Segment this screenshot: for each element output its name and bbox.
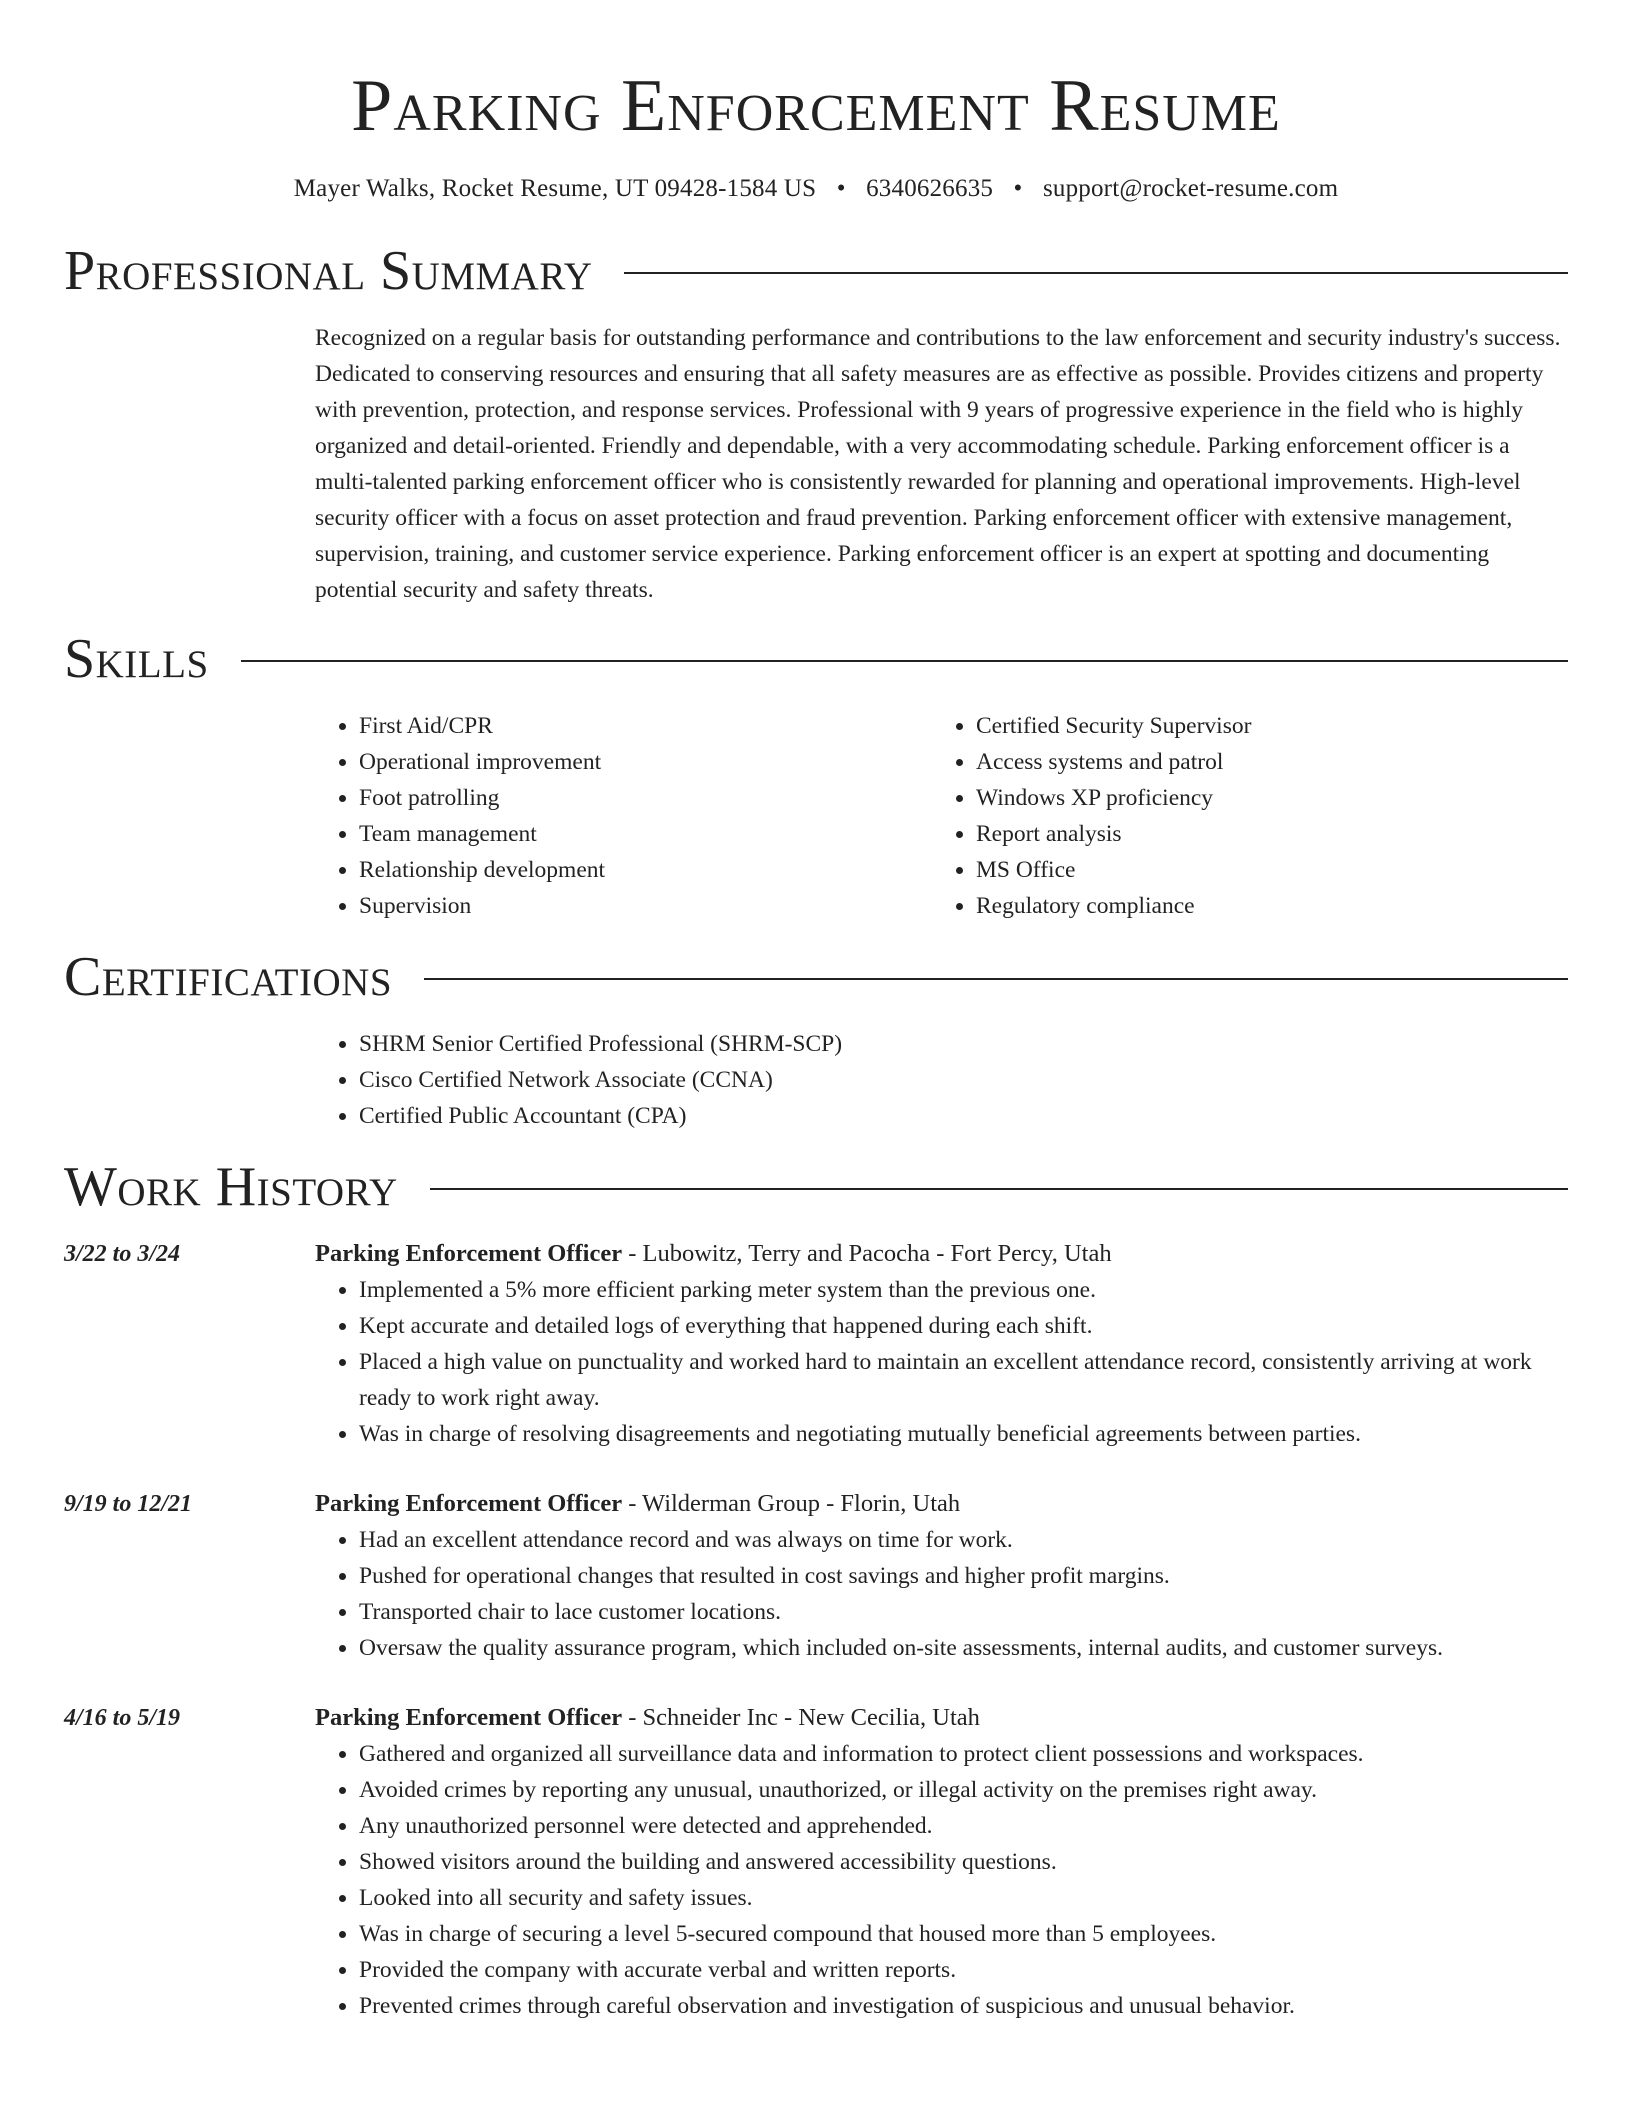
job-entry	[64, 1486, 1568, 1666]
contact-separator: •	[1013, 175, 1023, 202]
summary-section-header	[64, 236, 1568, 306]
job-bullet: • Was in charge of resolving disagreements and negotiating mutually beneficial agreements between parties.	[359, 1416, 1568, 1452]
skill-item: • Foot patrolling	[359, 780, 932, 816]
contact-line	[64, 172, 1568, 206]
contact-address: Mayer Walks, Rocket Resume, UT 09428-1584 US	[293, 175, 817, 202]
job-company-location: - Schneider Inc - New Cecilia, Utah	[622, 1704, 980, 1731]
certification-item: • Certified Public Accountant (CPA)	[359, 1098, 1568, 1134]
job-dates: 9/19 to 12/21	[64, 1491, 193, 1517]
job-dates: 4/16 to 5/19	[64, 1705, 181, 1731]
certifications-section-body	[315, 1026, 1568, 1134]
resume-title: Parking Enforcement Resume	[351, 65, 1281, 147]
job-bullet: • Was in charge of securing a level 5-secured compound that housed more than 5 employees.	[359, 1916, 1568, 1952]
section-divider	[430, 1188, 1568, 1190]
job-bullet: • Oversaw the quality assurance program, which included on-site assessments, internal audits, and customer surveys.	[359, 1630, 1568, 1666]
certifications-section-header	[64, 942, 1568, 1012]
skills-column-right	[932, 708, 1549, 924]
certifications-list	[315, 1026, 1568, 1134]
skill-item: • Relationship development	[359, 852, 932, 888]
job-role: Parking Enforcement Officer	[315, 1490, 623, 1517]
job-company-location: - Wilderman Group - Florin, Utah	[622, 1490, 961, 1517]
skills-list-right	[932, 708, 1549, 924]
certification-item: • SHRM Senior Certified Professional (SHRM-SCP)	[359, 1026, 1568, 1062]
job-bullet: • Showed visitors around the building and answered accessibility questions.	[359, 1844, 1568, 1880]
skill-item: • Team management	[359, 816, 932, 852]
summary-section-body	[315, 320, 1568, 608]
certifications-section-title: Certifications	[64, 946, 393, 1008]
job-company-location: - Lubowitz, Terry and Pacocha - Fort Percy, Utah	[622, 1240, 1112, 1267]
job-content	[315, 1700, 1568, 2024]
skill-item: • Certified Security Supervisor	[976, 708, 1549, 744]
skill-item: • Operational improvement	[359, 744, 932, 780]
skill-item: • Windows XP proficiency	[976, 780, 1549, 816]
job-bullet: • Prevented crimes through careful observation and investigation of suspicious and unusual behavior.	[359, 1988, 1568, 2024]
job-entry	[64, 1700, 1568, 2024]
skills-list-left	[315, 708, 932, 924]
job-role: Parking Enforcement Officer	[315, 1240, 623, 1267]
certification-item: • Cisco Certified Network Associate (CCNA)	[359, 1062, 1568, 1098]
job-bullet: • Avoided crimes by reporting any unusual, unauthorized, or illegal activity on the premises right away.	[359, 1772, 1568, 1808]
contact-phone: 6340626635	[866, 175, 994, 202]
job-heading	[315, 1236, 1568, 1272]
work-section-title: Work History	[64, 1156, 398, 1218]
job-dates: 3/22 to 3/24	[64, 1241, 181, 1267]
skill-item: • Supervision	[359, 888, 932, 924]
job-bullet: • Kept accurate and detailed logs of everything that happened during each shift.	[359, 1308, 1568, 1344]
skills-section-body	[315, 708, 1568, 924]
work-section-header	[64, 1152, 1568, 1222]
skill-item: • MS Office	[976, 852, 1549, 888]
section-divider	[624, 272, 1568, 274]
job-bullets	[315, 1522, 1568, 1666]
skill-item: • Access systems and patrol	[976, 744, 1549, 780]
contact-separator: •	[836, 175, 846, 202]
job-entry	[64, 1236, 1568, 1452]
skills-section-title: Skills	[64, 628, 209, 690]
job-role: Parking Enforcement Officer	[315, 1704, 623, 1731]
section-divider	[424, 978, 1568, 980]
job-bullet: • Had an excellent attendance record and was always on time for work.	[359, 1522, 1568, 1558]
job-bullet: • Looked into all security and safety issues.	[359, 1880, 1568, 1916]
job-bullets	[315, 1272, 1568, 1452]
job-heading	[315, 1486, 1568, 1522]
job-bullet: • Placed a high value on punctuality and worked hard to maintain an excellent attendance record, consistently arriving at work ready to work right away.	[359, 1344, 1568, 1416]
job-bullet: • Transported chair to lace customer locations.	[359, 1594, 1568, 1630]
contact-email: support@rocket-resume.com	[1042, 175, 1339, 202]
summary-text: Recognized on a regular basis for outstanding performance and contributions to the law enforcement and security industry's success. Dedicated to conserving resources and ensuring that all safety measures are as effective as possible. Provides citizens and property with prevention, protection, and response services. Professional with 9 years of progressive experience in the field who is highly organized and detail-oriented. Friendly and dependable, with a very accommodating schedule. Parking enforcement officer is a multi-talented parking enforcement officer who is consistently rewarded for planning and operational improvements. High-level security officer with a focus on asset protection and fraud prevention. Parking enforcement officer with extensive management, supervision, training, and customer service experience. Parking enforcement officer is an expert at spotting and documenting potential security and safety threats.	[315, 325, 1561, 603]
skills-column-left	[315, 708, 932, 924]
job-bullets	[315, 1736, 1568, 2024]
job-heading	[315, 1700, 1568, 1736]
job-bullet: • Any unauthorized personnel were detected and apprehended.	[359, 1808, 1568, 1844]
skill-item: • Report analysis	[976, 816, 1549, 852]
job-content	[315, 1486, 1568, 1666]
job-content	[315, 1236, 1568, 1452]
section-divider	[241, 660, 1568, 662]
job-bullet: • Implemented a 5% more efficient parking meter system than the previous one.	[359, 1272, 1568, 1308]
skill-item: • First Aid/CPR	[359, 708, 932, 744]
skills-section-header	[64, 624, 1568, 694]
job-bullet: • Gathered and organized all surveillance data and information to protect client possessions and workspaces.	[359, 1736, 1568, 1772]
skill-item: • Regulatory compliance	[976, 888, 1549, 924]
job-bullet: • Pushed for operational changes that resulted in cost savings and higher profit margins.	[359, 1558, 1568, 1594]
job-bullet: • Provided the company with accurate verbal and written reports.	[359, 1952, 1568, 1988]
summary-section-title: Professional Summary	[64, 240, 593, 302]
